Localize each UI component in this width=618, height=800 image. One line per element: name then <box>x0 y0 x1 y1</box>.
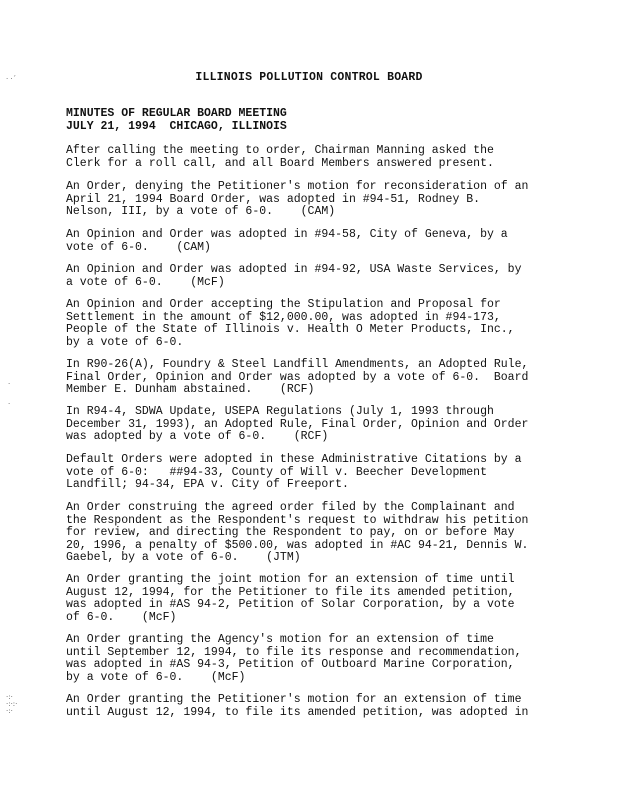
paragraph-line: April 21, 1994 Board Order, was adopted in #94-51, Rodney B. <box>66 192 481 206</box>
paragraph-line: An Order, denying the Petitioner's motion for reconsideration of an <box>66 180 529 193</box>
paragraph-line: 20, 1996, a penalty of $500.00, was adopted in #AC 94-21, Dennis W. <box>66 538 529 552</box>
paragraph-line: Gaebel, by a vote of 6-0. (JTM) <box>66 551 301 564</box>
paragraph-line: Clerk for a roll call, and all Board Members answered present. <box>66 156 494 170</box>
paragraph-line: Landfill; 94-34, EPA v. City of Freeport. <box>66 478 349 491</box>
paragraph-line: vote of 6-0. (CAM) <box>66 240 211 254</box>
paragraph-order-94-92 <box>66 264 546 289</box>
paragraph-line: by a vote of 6-0. (McF) <box>66 670 246 684</box>
scan-artifact-bottom: ·:· ·:·:· ·:· <box>6 693 18 715</box>
paragraph-order-petitioner-extension <box>66 694 546 719</box>
paragraph-line: Settlement in the amount of $12,000.00, was adopted in #94-173, <box>66 310 501 324</box>
minutes-header <box>66 108 287 133</box>
paragraph-line: An Order construing the agreed order filed by the Complainant and <box>66 501 515 514</box>
board-title: ILLINOIS POLLUTION CONTROL BOARD <box>195 71 423 84</box>
paragraph-line: vote of 6-0: ##94-33, County of Will v. Beecher Development <box>66 465 487 479</box>
paragraph-line: An Order granting the Agency's motion for an extension of time <box>66 633 494 646</box>
paragraph-default-orders <box>66 454 546 492</box>
paragraph-order-as-94-2 <box>66 574 546 624</box>
paragraph-line: for review, and directing the Respondent to pay, on or before May <box>66 526 515 539</box>
paragraph-line: In R94-4, SDWA Update, USEPA Regulations (July 1, 1993 through <box>66 405 494 418</box>
paragraph-line: until August 12, 1994, to file its amended petition, was adopted in <box>66 705 529 719</box>
paragraph-line: People of the State of Illinois v. Health O Meter Products, Inc., <box>66 323 515 336</box>
paragraph-order-ac-94-21 <box>66 502 546 565</box>
paragraph-line: An Opinion and Order accepting the Stipulation and Proposal for <box>66 298 501 311</box>
paragraph-r90-26a <box>66 359 546 397</box>
paragraph-line: was adopted in #AS 94-2, Petition of Solar Corporation, by a vote <box>66 598 515 611</box>
minutes-header-date-location: JULY 21, 1994 CHICAGO, ILLINOIS <box>66 119 287 133</box>
paragraph-line: December 31, 1993), an Adopted Rule, Final Order, Opinion and Order <box>66 417 529 431</box>
paragraph-line: An Order granting the Petitioner's motion for an extension of time <box>66 693 522 706</box>
paragraph-roll-call <box>66 145 546 170</box>
scan-artifact-middle: · <box>8 380 11 388</box>
paragraph-line: was adopted in #AS 94-3, Petition of Outboard Marine Corporation, <box>66 658 515 671</box>
paragraph-r94-4 <box>66 406 546 444</box>
scan-artifact-top: · ·´ <box>6 75 17 83</box>
paragraph-line: After calling the meeting to order, Chairman Manning asked the <box>66 144 494 157</box>
paragraph-line: An Opinion and Order was adopted in #94-92, USA Waste Services, by <box>66 263 522 276</box>
paragraph-line: of 6-0. (McF) <box>66 610 177 624</box>
scan-artifact-lower: · <box>8 400 11 408</box>
paragraph-line: until September 12, 1994, to file its response and recommendation, <box>66 645 522 659</box>
paragraph-order-94-58 <box>66 229 546 254</box>
paragraph-line: Final Order, Opinion and Order was adopted by a vote of 6-0. Board <box>66 370 529 384</box>
paragraph-order-94-173 <box>66 299 546 349</box>
paragraph-line: An Opinion and Order was adopted in #94-58, City of Geneva, by a <box>66 228 508 241</box>
paragraph-order-as-94-3 <box>66 634 546 684</box>
paragraph-line: August 12, 1994, for the Petitioner to file its amended petition, <box>66 585 515 599</box>
paragraph-line: Default Orders were adopted in these Administrative Citations by a <box>66 453 522 466</box>
paragraph-line: was adopted by a vote of 6-0. (RCF) <box>66 430 329 443</box>
paragraph-line: a vote of 6-0. (McF) <box>66 275 225 289</box>
paragraph-line: the Respondent as the Respondent's request to withdraw his petition <box>66 513 529 527</box>
paragraph-line: by a vote of 6-0. <box>66 335 184 349</box>
paragraph-order-94-51 <box>66 181 546 219</box>
paragraph-line: In R90-26(A), Foundry & Steel Landfill Amendments, an Adopted Rule, <box>66 358 529 371</box>
paragraph-line: An Order granting the joint motion for an extension of time until <box>66 573 515 586</box>
minutes-header-title: MINUTES OF REGULAR BOARD MEETING <box>66 107 287 120</box>
paragraph-line: Nelson, III, by a vote of 6-0. (CAM) <box>66 205 336 218</box>
paragraph-line: Member E. Dunham abstained. (RCF) <box>66 383 315 396</box>
